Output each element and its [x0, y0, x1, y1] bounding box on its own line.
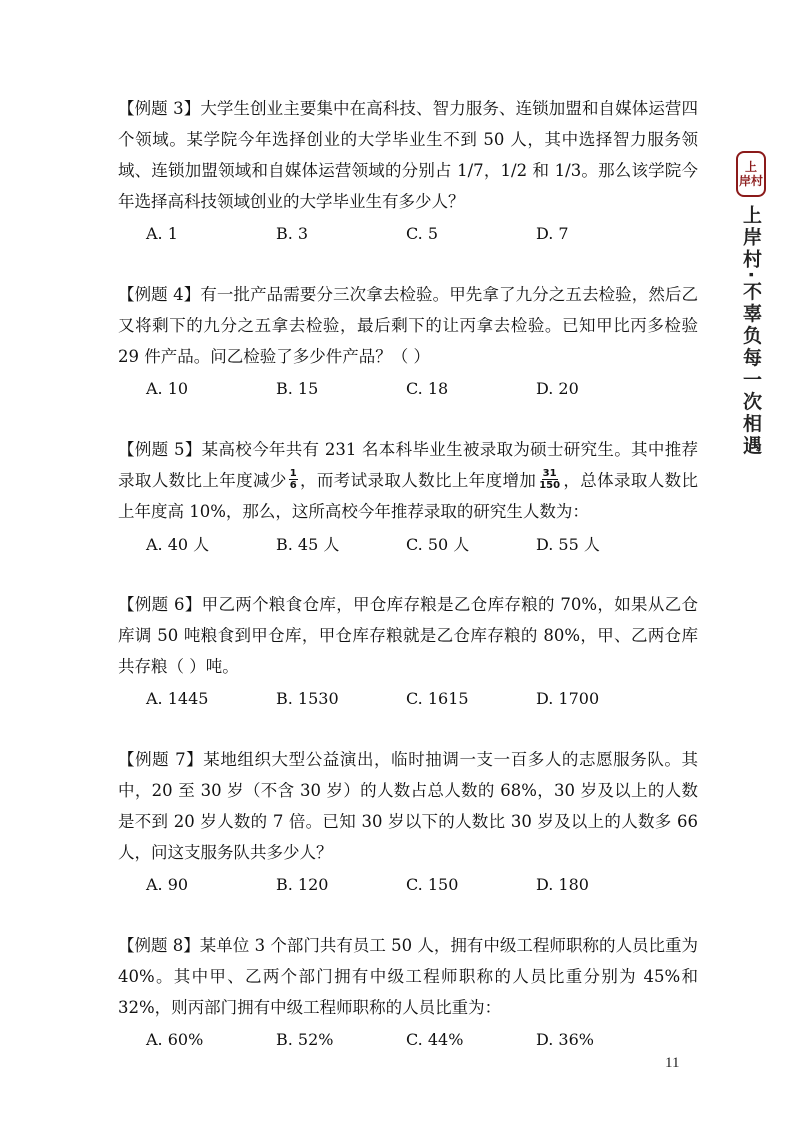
- logo-seal: [736, 151, 766, 197]
- problem-6-text: 甲乙两个粮食仓库，甲仓库存粮是乙仓库存粮的 70%，如果从乙仓库调 50 吨粮食到甲仓库，甲仓库存粮就是乙仓库存粮的 80%，甲、乙两仓库共存粮（ ）吨。: [118, 595, 698, 676]
- seal-text-bottom: 岸村: [738, 174, 763, 188]
- problem-4-options: [118, 373, 698, 404]
- problem-7-stem: [118, 744, 698, 868]
- option-b[interactable]: B. 3: [276, 224, 309, 243]
- problem-7: [118, 744, 698, 900]
- problem-3-options: [118, 218, 698, 249]
- option-a[interactable]: A. 40 人: [146, 535, 210, 554]
- problem-6: [118, 589, 698, 714]
- problem-8-options: [118, 1024, 698, 1055]
- option-c[interactable]: C. 50 人: [406, 535, 470, 554]
- problem-3-label: 【例题 3】: [118, 99, 201, 118]
- problem-list: [118, 93, 698, 1085]
- option-b[interactable]: B. 15: [276, 379, 319, 398]
- problem-5-options: [118, 528, 698, 559]
- option-b[interactable]: B. 1530: [276, 689, 339, 708]
- problem-3: [118, 93, 698, 249]
- problem-3-text: 大学生创业主要集中在高科技、智力服务、连锁加盟和自媒体运营四个领域。某学院今年选择创业的大学毕业生不到 50 人，其中选择智力服务领域、连锁加盟领域和自媒体运营领域的分别占 1/7，1/2 和 1/3。那么该学院今年选择高科技领域创业的大学毕业生有多少人？: [118, 99, 699, 211]
- fraction-numerator: 31: [542, 468, 557, 479]
- problem-6-options: [118, 683, 698, 714]
- option-b[interactable]: B. 120: [276, 875, 329, 894]
- problem-4-text: 有一批产品需要分三次拿去检验。甲先拿了九分之五去检验，然后乙又将剩下的九分之五拿去检验，最后剩下的让丙拿去检验。已知甲比丙多检验 29 件产品。问乙检验了多少件产品？（ ）: [118, 285, 699, 366]
- option-c[interactable]: C. 44%: [406, 1030, 464, 1049]
- problem-5-label: 【例题 5】: [118, 440, 202, 459]
- page-number: 11: [665, 1055, 680, 1071]
- option-a[interactable]: A. 1445: [146, 689, 209, 708]
- problem-5-text-part3: ，总体录取人数比上年度高 10%，那么，这所高校今年推荐录取的研究生人数为：: [118, 471, 699, 521]
- option-d[interactable]: D. 55 人: [536, 535, 600, 554]
- problem-7-label: 【例题 7】: [118, 750, 204, 769]
- problem-4-stem: [118, 279, 698, 372]
- fraction-one-sixth: [289, 468, 298, 491]
- problem-4-label: 【例题 4】: [118, 285, 201, 304]
- fraction-denominator: 150: [539, 480, 561, 491]
- option-d[interactable]: D. 36%: [536, 1030, 594, 1049]
- option-a[interactable]: A. 90: [146, 875, 189, 894]
- fraction-31-150: [538, 468, 561, 491]
- option-a[interactable]: A. 1: [146, 224, 178, 243]
- problem-6-stem: [118, 589, 698, 682]
- option-c[interactable]: C. 5: [406, 224, 439, 243]
- problem-5-text-part2: ，而考试录取人数比上年度增加: [299, 471, 537, 490]
- option-d[interactable]: D. 20: [536, 379, 579, 398]
- option-a[interactable]: A. 10: [146, 379, 189, 398]
- option-c[interactable]: C. 18: [406, 379, 449, 398]
- seal-text-top: 上: [744, 160, 757, 174]
- option-c[interactable]: C. 1615: [406, 689, 469, 708]
- fraction-denominator: 6: [289, 480, 297, 491]
- problem-5: [118, 434, 698, 559]
- option-a[interactable]: A. 60%: [146, 1030, 204, 1049]
- option-d[interactable]: D. 7: [536, 224, 569, 243]
- problem-4: [118, 279, 698, 404]
- problem-7-options: [118, 869, 698, 900]
- problem-6-label: 【例题 6】: [118, 595, 202, 614]
- option-d[interactable]: D. 1700: [536, 689, 600, 708]
- option-b[interactable]: B. 52%: [276, 1030, 334, 1049]
- option-b[interactable]: B. 45 人: [276, 535, 340, 554]
- problem-5-text-part1: 某高校今年共有 231 名本科毕业生被录取为硕士研究生。其中推荐录取人数比上年度减少: [118, 440, 699, 490]
- problem-5-stem: [118, 434, 698, 527]
- problem-7-text: 某地组织大型公益演出，临时抽调一支一百多人的志愿服务队。其中，20 至 30 岁（不含 30 岁）的人数占总人数的 68%，30 岁及以上的人数是不到 20 岁人数的 7 倍。已知 30 岁以下的人数比 30 岁及以上的人数多 66 人，问这支服务队共多少人？: [118, 750, 698, 862]
- problem-8-label: 【例题 8】: [118, 936, 200, 955]
- problem-8-stem: [118, 930, 698, 1023]
- fraction-numerator: 1: [289, 468, 297, 479]
- side-motto: 上岸村·不辜负每一次相遇: [740, 205, 762, 458]
- problem-8: [118, 930, 698, 1055]
- option-c[interactable]: C. 150: [406, 875, 459, 894]
- problem-8-text: 某单位 3 个部门共有员工 50 人，拥有中级工程师职称的人员比重为 40%。其中甲、乙两个部门拥有中级工程师职称的人员比重分别为 45%和 32%，则丙部门拥有中级工程师职称的人员比重为：: [118, 936, 698, 1017]
- option-d[interactable]: D. 180: [536, 875, 589, 894]
- problem-3-stem: [118, 93, 698, 217]
